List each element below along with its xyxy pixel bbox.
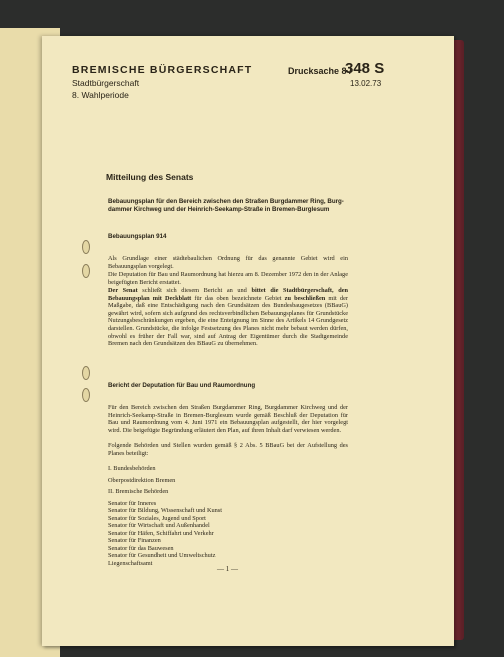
page-number: — 1 — bbox=[217, 565, 238, 573]
legislative-period: 8. Wahlperiode bbox=[72, 90, 129, 100]
list-item: Senator für Häfen, Schiffahrt und Verkehr bbox=[108, 529, 214, 537]
paragraph-1: Als Grundlage einer städtebaulichen Ordnung für das genannte Gebiet wird ein Bebauungsplan vorgelegt. bbox=[108, 255, 348, 270]
document-date: 13.02.73 bbox=[350, 79, 382, 88]
list-item: Oberpostdirektion Bremen bbox=[108, 476, 176, 484]
paragraph-5: Folgende Behörden und Stellen wurden gemäß § 2 Abs. 5 BBauG bei der Aufstellung des Planes beteiligt: bbox=[108, 442, 348, 457]
agency-list-2 bbox=[108, 488, 222, 567]
list-item: Senator für Inneres bbox=[108, 499, 157, 507]
paragraph-3 bbox=[108, 287, 348, 348]
report-heading: Bericht der Deputation für Bau und Raumordnung bbox=[108, 382, 256, 389]
drucksache-label: Drucksache 8 / bbox=[288, 66, 352, 76]
parliament-title: BREMISCHE BÜRGERSCHAFT bbox=[72, 64, 253, 76]
list-item: Senator für Soziales, Jugend und Sport bbox=[108, 514, 206, 522]
list-heading: I. Bundesbehörden bbox=[108, 465, 156, 472]
subject-line: dammer Kirchweg und der Heinrich-Seekamp-Straße in Bremen-Burglesum bbox=[108, 206, 330, 213]
list-item: Senator für Gesundheit und Umweltschutz bbox=[108, 552, 216, 559]
paragraph-2: Die Deputation für Bau und Raumordnung hat hierzu am 8. Dezember 1972 den in der Anlage beigefügten Bericht erstattet. bbox=[108, 271, 348, 286]
list-item: Senator für Finanzen bbox=[108, 537, 161, 544]
list-item: Liegenschaftsamt bbox=[108, 559, 153, 567]
paragraph-text: mit der Maßgabe, daß eine Entschädigung nach den Grundsätzen des Bundesbaugesetzes (BBauG) gewährt wird, sofern sich aufgrund des rechtsverbindlichen Bebauungsplanes für Grundstücke Nutzungsbeschränkungen ergeben, die eine Enteignung im Sinne des Artikels 14 Grundgesetz darstellen. Grundstücke, die infolge Festsetzung des Planes nicht mehr bebaut werden dürfen, obwohl es früher der Fall war, sind auf Antrag der Eigentümer durch die Stadtgemeinde Bremen nach den Grundsätzen des BBauG zu übernehmen. bbox=[108, 294, 348, 348]
parliament-subtitle: Stadtbürgerschaft bbox=[72, 78, 140, 88]
list-item: Senator für das Bauwesen bbox=[108, 544, 174, 552]
punch-hole-icon bbox=[82, 388, 90, 402]
plan-heading: Bebauungsplan 914 bbox=[108, 233, 167, 240]
bold-text: Der Senat bbox=[108, 287, 138, 294]
paragraph-4: Für den Bereich zwischen den Straßen Burgdammer Ring, Burgdammer Kirchweg und der Heinrich-Seekamp-Straße in Bremen-Burglesum wurde gemäß Beschluß der Deputation für Bau und Raumordnung vom 4. Juni 1971 ein Bebauungsplan aufgestellt, der hier vorgelegt wird. Die beigefügte Begründung erläutert den Plan, auf ihren Inhalt darf verwiesen werden. bbox=[108, 404, 348, 434]
punch-hole-icon bbox=[82, 264, 90, 278]
list-heading: II. Bremische Behörden bbox=[108, 488, 169, 495]
list-item: Senator für Wirtschaft und Außenhandel bbox=[108, 522, 210, 529]
paragraph-text: schließt sich diesem Bericht an und bbox=[137, 287, 252, 294]
list-item: Senator für Bildung, Wissenschaft und Kunst bbox=[108, 507, 223, 514]
bold-text: zu beschließen bbox=[284, 294, 326, 302]
paragraph-text: für das oben bezeichnete Gebiet bbox=[191, 294, 285, 302]
subject-line: Bebauungsplan für den Bereich zwischen den Straßen Burgdammer Ring, Burg- bbox=[108, 198, 344, 205]
section-title: Mitteilung des Senats bbox=[106, 172, 194, 182]
punch-hole-icon bbox=[82, 240, 90, 254]
drucksache-number: 348 S bbox=[345, 60, 385, 77]
agency-list-1 bbox=[108, 465, 175, 484]
punch-hole-icon bbox=[82, 366, 90, 380]
bold-text: bittet die Stadtbürgerschaft, den Bebauungsplan mit Deckblatt bbox=[108, 287, 348, 302]
